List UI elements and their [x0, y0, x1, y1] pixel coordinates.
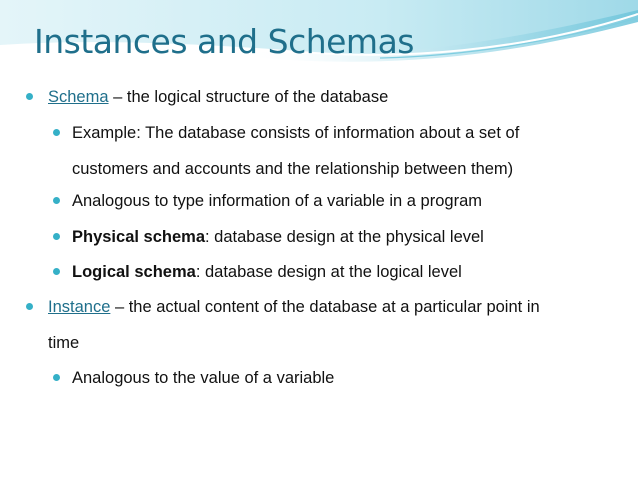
sub-bullet-text: Example: The database consists of information about a set of — [72, 124, 520, 142]
term-physical-schema: Physical schema — [72, 228, 205, 246]
sub-bullet-example — [72, 122, 519, 180]
sub-bullet-physical-schema — [72, 226, 484, 248]
bullet-dot-icon — [53, 233, 60, 240]
sub-bullet-analogous-value — [72, 367, 334, 389]
sub-bullet-text: : database design at the logical level — [195, 263, 462, 281]
bullet-dot-icon — [53, 268, 60, 275]
sub-bullet-text: : database design at the physical level — [205, 228, 484, 246]
bullet-dot-icon — [53, 374, 60, 381]
bullet-dot-icon — [26, 93, 33, 100]
sub-bullet-text: Analogous to type information of a variable in a program — [72, 192, 482, 210]
sub-bullet-text-continued: customers and accounts and the relationship between them) — [72, 160, 514, 178]
slide-title: Instances and Schemas — [34, 22, 414, 61]
bullet-text: – the actual content of the database at a particular point in — [110, 298, 540, 316]
bullet-dot-icon — [53, 129, 60, 136]
term-instance: Instance — [48, 298, 111, 316]
bullet-text-continued: time — [48, 334, 80, 352]
term-logical-schema: Logical schema — [72, 263, 196, 281]
bullet-instance — [48, 296, 540, 354]
bullet-dot-icon — [53, 197, 60, 204]
bullet-text: – the logical structure of the database — [108, 88, 389, 106]
bullet-schema — [48, 86, 388, 108]
sub-bullet-analogous-type — [72, 190, 482, 212]
sub-bullet-text: Analogous to the value of a variable — [72, 369, 335, 387]
bullet-dot-icon — [26, 303, 33, 310]
sub-bullet-logical-schema — [72, 261, 462, 283]
term-schema: Schema — [48, 88, 109, 106]
